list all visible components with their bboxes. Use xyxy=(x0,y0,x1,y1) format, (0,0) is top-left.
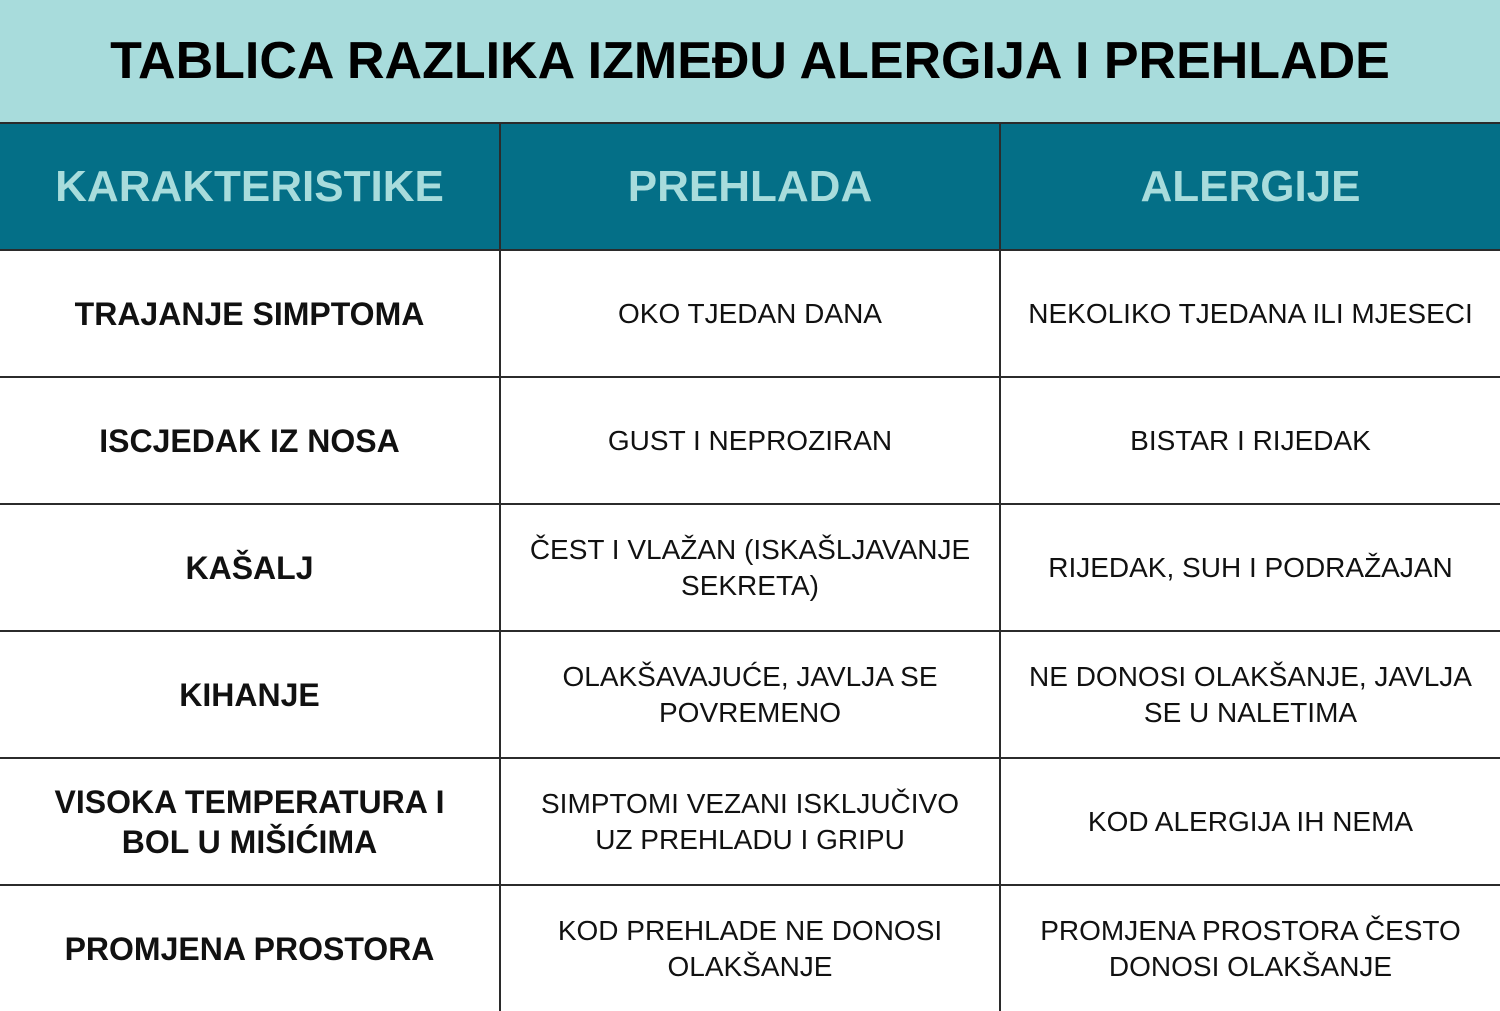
cell-alergije: BISTAR I RIJEDAK xyxy=(1000,377,1500,504)
cell-alergije: NE DONOSI OLAKŠANJE, JAVLJA SE U NALETIMA xyxy=(1000,631,1500,758)
cell-prehlada: ČEST I VLAŽAN (ISKAŠLJAVANJE SEKRETA) xyxy=(500,504,1000,631)
column-header-prehlada: PREHLADA xyxy=(500,124,1000,250)
row-feature: PROMJENA PROSTORA xyxy=(0,885,500,1011)
cell-prehlada: OKO TJEDAN DANA xyxy=(500,250,1000,377)
table-row xyxy=(0,631,1500,758)
page-title: TABLICA RAZLIKA IZMEĐU ALERGIJA I PREHLADE xyxy=(110,32,1390,90)
row-feature: VISOKA TEMPERATURA I BOL U MIŠIĆIMA xyxy=(0,758,500,885)
column-header-karakteristike: KARAKTERISTIKE xyxy=(0,124,500,250)
cell-alergije: PROMJENA PROSTORA ČESTO DONOSI OLAKŠANJE xyxy=(1000,885,1500,1011)
table-row xyxy=(0,885,1500,1011)
comparison-table xyxy=(0,124,1500,1011)
cell-prehlada: OLAKŠAVAJUĆE, JAVLJA SE POVREMENO xyxy=(500,631,1000,758)
row-feature: KAŠALJ xyxy=(0,504,500,631)
title-banner xyxy=(0,0,1500,124)
table-row xyxy=(0,377,1500,504)
row-feature: ISCJEDAK IZ NOSA xyxy=(0,377,500,504)
table-row xyxy=(0,250,1500,377)
cell-alergije: NEKOLIKO TJEDANA ILI MJESECI xyxy=(1000,250,1500,377)
cell-prehlada: SIMPTOMI VEZANI ISKLJUČIVO UZ PREHLADU I GRIPU xyxy=(500,758,1000,885)
table-row xyxy=(0,504,1500,631)
column-header-alergije: ALERGIJE xyxy=(1000,124,1500,250)
table-row xyxy=(0,758,1500,885)
row-feature: KIHANJE xyxy=(0,631,500,758)
cell-alergije: KOD ALERGIJA IH NEMA xyxy=(1000,758,1500,885)
cell-prehlada: GUST I NEPROZIRAN xyxy=(500,377,1000,504)
row-feature: TRAJANJE SIMPTOMA xyxy=(0,250,500,377)
cell-alergije: RIJEDAK, SUH I PODRAŽAJAN xyxy=(1000,504,1500,631)
table-header-row xyxy=(0,124,1500,250)
cell-prehlada: KOD PREHLADE NE DONOSI OLAKŠANJE xyxy=(500,885,1000,1011)
